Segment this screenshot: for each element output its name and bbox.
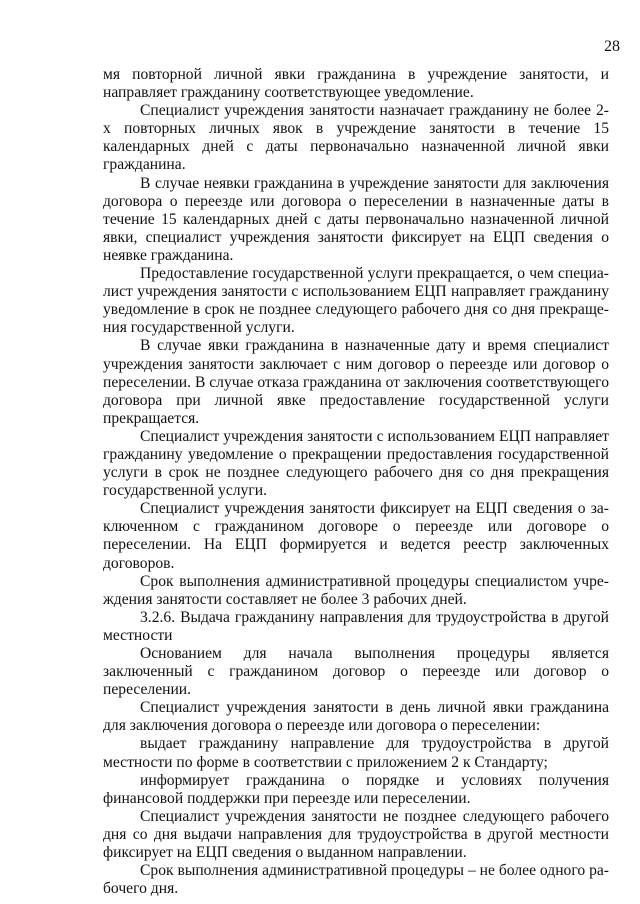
paragraph: Специалист учреждения занятости не позднее следующего рабочего дня со дня выдачи направления для трудоустройства в другой местности фиксирует на ЕЦП сведения о выданном направлении. bbox=[103, 807, 609, 862]
document-body bbox=[103, 66, 609, 898]
list-item: информирует гражданина о порядке и условиях получения финансовой поддержки при переезде или переселении. bbox=[103, 771, 609, 807]
paragraph: Срок выполнения административной процедуры – не более одного рабочего дня. bbox=[103, 862, 609, 898]
paragraph: Специалист учреждения занятости назначает гражданину не более 2-х повторных личных явок в учреждение занятости в течение 15 календарных дней с даты первоначально назначенной личной явки гражданина. bbox=[103, 102, 609, 174]
paragraph: мя повторной личной явки гражданина в учреждение занятости, и направляет гражданину соответствующее уведомление. bbox=[103, 66, 609, 102]
page-number: 28 bbox=[604, 38, 620, 55]
paragraph: Основанием для начала выполнения процедуры является заключенный с гражданином договор о переезде или договор о переселении. bbox=[103, 645, 609, 699]
list-item: выдает гражданину направление для трудоустройства в другой местности по форме в соответствии с приложением 2 к Стандарту; bbox=[103, 735, 609, 771]
paragraph: Срок выполнения административной процедуры специалистом учреждения занятости составляет не более 3 рабочих дней. bbox=[103, 572, 609, 608]
paragraph: Специалист учреждения занятости в день личной явки гражданина для заключения договора о переезде или договора о переселении: bbox=[103, 699, 609, 735]
paragraph: В случае явки гражданина в назначенные дату и время специалист учреждения занятости заключает с ним договор о переезде или договор о переселении. В случае отказа гражданина от заключения соответствующего договора при личной явке предоставление государственной услуги прекращается. bbox=[103, 337, 609, 427]
paragraph: Специалист учреждения занятости с использованием ЕЦП направляет гражданину уведомление о прекращении предоставления государственной услуги в срок не позднее следующего рабочего дня со дня прекращения государственной услуги. bbox=[103, 427, 609, 500]
section-heading: 3.2.6. Выдача гражданину направления для трудоустройства в другой местности bbox=[103, 608, 609, 644]
paragraph: Специалист учреждения занятости фиксирует на ЕЦП сведения о заключенном с гражданином договоре о переезде или договоре о переселении. На ЕЦП формируется и ведется реестр заключенных договоров. bbox=[103, 500, 609, 572]
paragraph: В случае неявки гражданина в учреждение занятости для заключения договора о переезде или договора о переселении в назначенные даты в течение 15 календарных дней с даты первоначально назначенной личной явки, специалист учреждения занятости фиксирует на ЕЦП сведения о неявке гражданина. bbox=[103, 174, 609, 264]
paragraph: Предоставление государственной услуги прекращается, о чем специалист учреждения занятости с использованием ЕЦП направляет гражданину уведомление в срок не позднее следующего рабочего дня со дня прекращения государственной услуги. bbox=[103, 265, 609, 337]
